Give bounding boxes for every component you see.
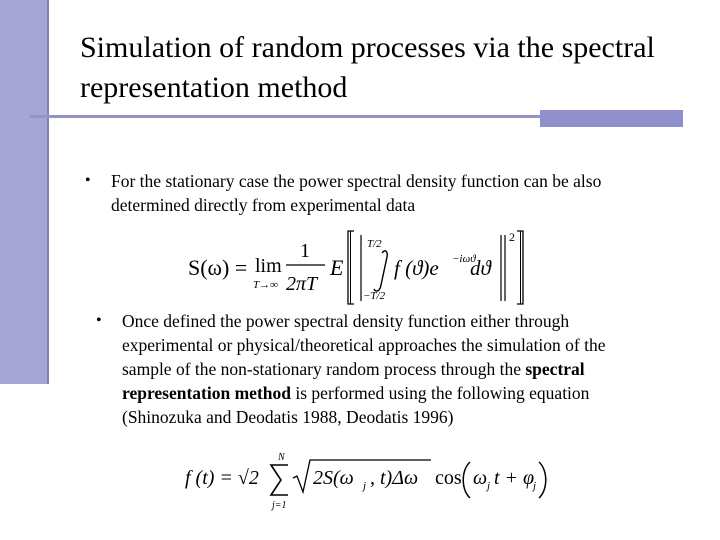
sr-radicand-rest: , t)Δω — [370, 467, 419, 489]
slide-title-line-2: representation method — [80, 71, 348, 104]
summation-sign — [271, 465, 288, 495]
bullet-text-line: determined directly from experimental data — [111, 195, 416, 215]
bullet-spectral-representation — [96, 309, 606, 429]
bullet-marker: • — [96, 312, 102, 329]
bullet-text-segment: sample of the non-stationary random process through the — [122, 359, 526, 379]
bullet-text-segment: is performed using the following equation — [291, 383, 590, 403]
bullet-text-line: Once defined the power spectral density function either through — [122, 311, 570, 331]
bullet-marker: • — [85, 172, 91, 189]
sum-lower-limit: j=1 — [272, 500, 287, 511]
right-paren — [539, 462, 546, 498]
sr-argument-subscript-2: j — [533, 480, 537, 492]
bold-term-representation-method: representation method — [122, 383, 291, 403]
bullet-text-line — [122, 357, 606, 381]
sr-lhs: f (t) = √2 — [185, 467, 259, 489]
sr-argument-subscript-1: j — [487, 480, 491, 492]
bullet-text-line — [122, 381, 606, 405]
sr-argument-mid: t + φ — [494, 467, 535, 489]
slide-title-line-1: Simulation of random processes via the spectral — [80, 31, 655, 64]
sum-upper-limit: N — [278, 452, 285, 463]
sr-argument: ω — [473, 467, 488, 489]
integral-upper-limit: T/2 — [367, 238, 382, 250]
integral-sign — [374, 251, 387, 291]
title-underline — [30, 115, 540, 118]
integral-lower-limit: −T/2 — [363, 290, 386, 302]
bullet-stationary-case — [85, 169, 602, 217]
psd-fraction-numerator: 1 — [300, 240, 310, 262]
left-paren — [463, 462, 470, 498]
left-accent-bar — [0, 0, 49, 384]
sr-radicand-subscript: j — [363, 480, 367, 492]
integrand-exponent: −iωϑ — [452, 253, 476, 265]
integrand: f (ϑ)e — [394, 256, 439, 280]
psd-lim-subscript: T→∞ — [253, 279, 278, 291]
bullet-text-line: experimental or physical/theoretical approaches the simulation of the — [122, 335, 606, 355]
slide-title — [80, 28, 710, 108]
sr-radicand: 2S(ω — [313, 467, 354, 489]
psd-lim: lim — [255, 255, 282, 277]
psd-expectation: E — [330, 255, 344, 280]
psd-fraction-denominator: 2πT — [286, 273, 318, 295]
integral-differential: dϑ — [470, 256, 491, 280]
psd-power: 2 — [509, 230, 515, 244]
bullet-text-line: For the stationary case the power spectral density function can be also — [111, 171, 602, 191]
sr-cos: cos — [435, 467, 462, 489]
title-underline-accent-block — [540, 110, 683, 127]
psd-formula — [185, 227, 535, 307]
bold-term-spectral: spectral — [525, 359, 585, 379]
bullet-text-line: (Shinozuka and Deodatis 1988, Deodatis 1996) — [122, 407, 454, 427]
psd-lhs: S(ω) = — [188, 255, 248, 280]
spectral-representation-formula — [183, 448, 553, 528]
